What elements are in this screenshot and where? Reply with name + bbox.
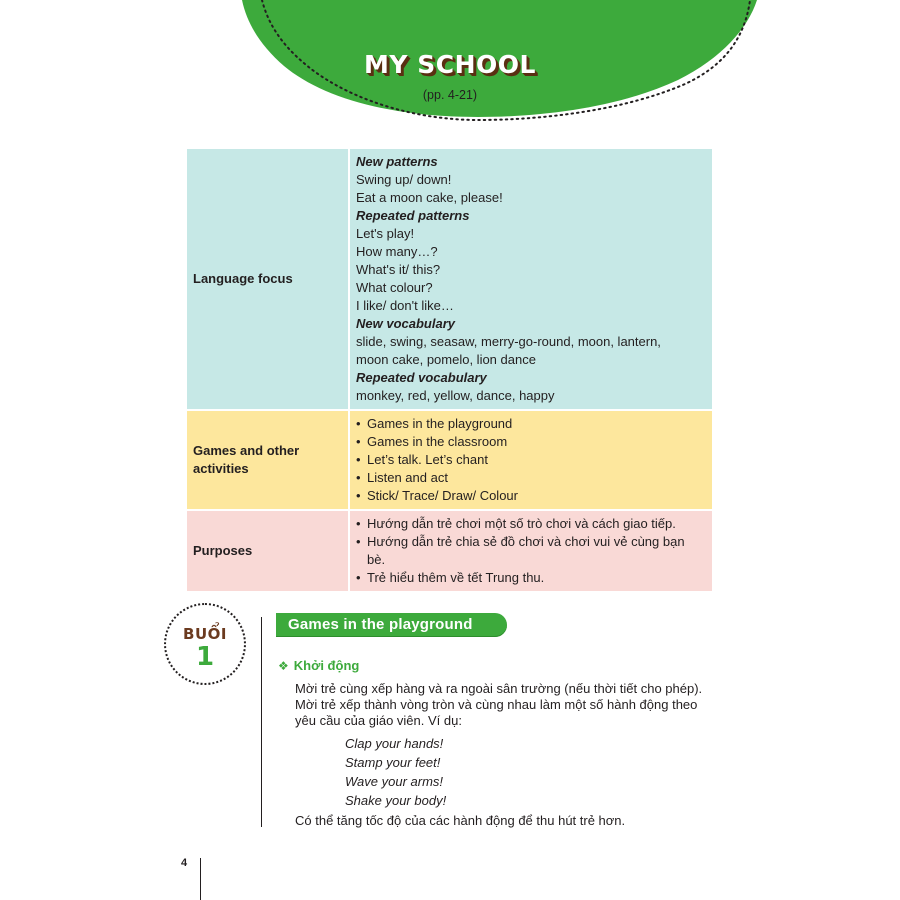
pattern-line: Eat a moon cake, please!	[356, 190, 503, 205]
list-item: • Stick/ Trace/ Draw/ Colour	[356, 487, 706, 505]
example-commands	[345, 734, 446, 810]
warmup-heading	[278, 658, 359, 673]
pattern-line: What's it/ this?	[356, 262, 441, 277]
session-badge	[164, 603, 246, 685]
games-label	[186, 410, 349, 510]
language-focus-label: Language focus	[186, 148, 349, 410]
list-item: • Hướng dẫn trẻ chơi một số trò chơi và cách giao tiếp.	[356, 515, 706, 533]
vocabulary-heading: New vocabulary	[356, 316, 455, 331]
vocabulary-heading: Repeated vocabulary	[356, 370, 487, 385]
pattern-line: I like/ don't like…	[356, 298, 454, 313]
games-list	[356, 415, 706, 505]
footer-rule	[200, 858, 201, 900]
example-command: Clap your hands!	[345, 736, 444, 751]
section-divider	[261, 617, 262, 827]
vocabulary-line: slide, swing, seasaw, merry-go-round, moon, lantern,	[356, 334, 661, 349]
purposes-list	[356, 515, 706, 587]
warmup-title: Khởi động	[293, 658, 360, 673]
example-command: Wave your arms!	[345, 774, 444, 789]
purposes-label: Purposes	[186, 510, 349, 592]
example-command: Shake your body!	[345, 793, 447, 808]
pattern-line: Let's play!	[356, 226, 415, 241]
closing-paragraph: Có thể tăng tốc độ của các hành động để thu hút trẻ hơn.	[295, 813, 626, 828]
games-content	[349, 410, 713, 510]
vocabulary-line: monkey, red, yellow, dance, happy	[356, 388, 555, 403]
example-command: Stamp your feet!	[345, 755, 441, 770]
page-range: (pp. 4-21)	[422, 88, 478, 102]
list-item: • Let’s talk. Let’s chant	[356, 451, 706, 469]
diamond-bullet-icon: ❖	[278, 659, 289, 673]
pattern-line: How many…?	[356, 244, 438, 259]
page-number: 4	[181, 857, 188, 869]
pattern-heading: New patterns	[356, 154, 438, 169]
instruction-paragraph: Mời trẻ cùng xếp hàng và ra ngoài sân trường (nếu thời tiết cho phép). Mời trẻ xếp thành vòng tròn và cùng nhau làm một số hành động theo yêu cầu của giáo viên. Ví dụ:	[295, 681, 703, 728]
section-title: Games in the playground	[276, 613, 507, 637]
language-focus-content	[349, 148, 713, 410]
games-label-line: Games and other	[193, 443, 300, 458]
pattern-line: Swing up/ down!	[356, 172, 452, 187]
games-label-line: activities	[193, 461, 249, 476]
overview-table	[185, 147, 714, 593]
list-item: • Hướng dẫn trẻ chia sẻ đồ chơi và chơi vui vẻ cùng bạn bè.	[356, 533, 706, 569]
session-number: 1	[195, 642, 215, 672]
list-item: • Listen and act	[356, 469, 706, 487]
pattern-heading: Repeated patterns	[356, 208, 470, 223]
table-row-language-focus	[186, 148, 713, 410]
page-title: MY SCHOOL	[364, 50, 536, 79]
list-item: • Games in the classroom	[356, 433, 706, 451]
session-word: BUỔI	[183, 625, 227, 643]
list-item: • Trẻ hiểu thêm về tết Trung thu.	[356, 569, 706, 587]
table-row-purposes	[186, 510, 713, 592]
vocabulary-line: moon cake, pomelo, lion dance	[356, 352, 536, 367]
purposes-content	[349, 510, 713, 592]
pattern-line: What colour?	[356, 280, 433, 295]
list-item: • Games in the playground	[356, 415, 706, 433]
table-row-games	[186, 410, 713, 510]
